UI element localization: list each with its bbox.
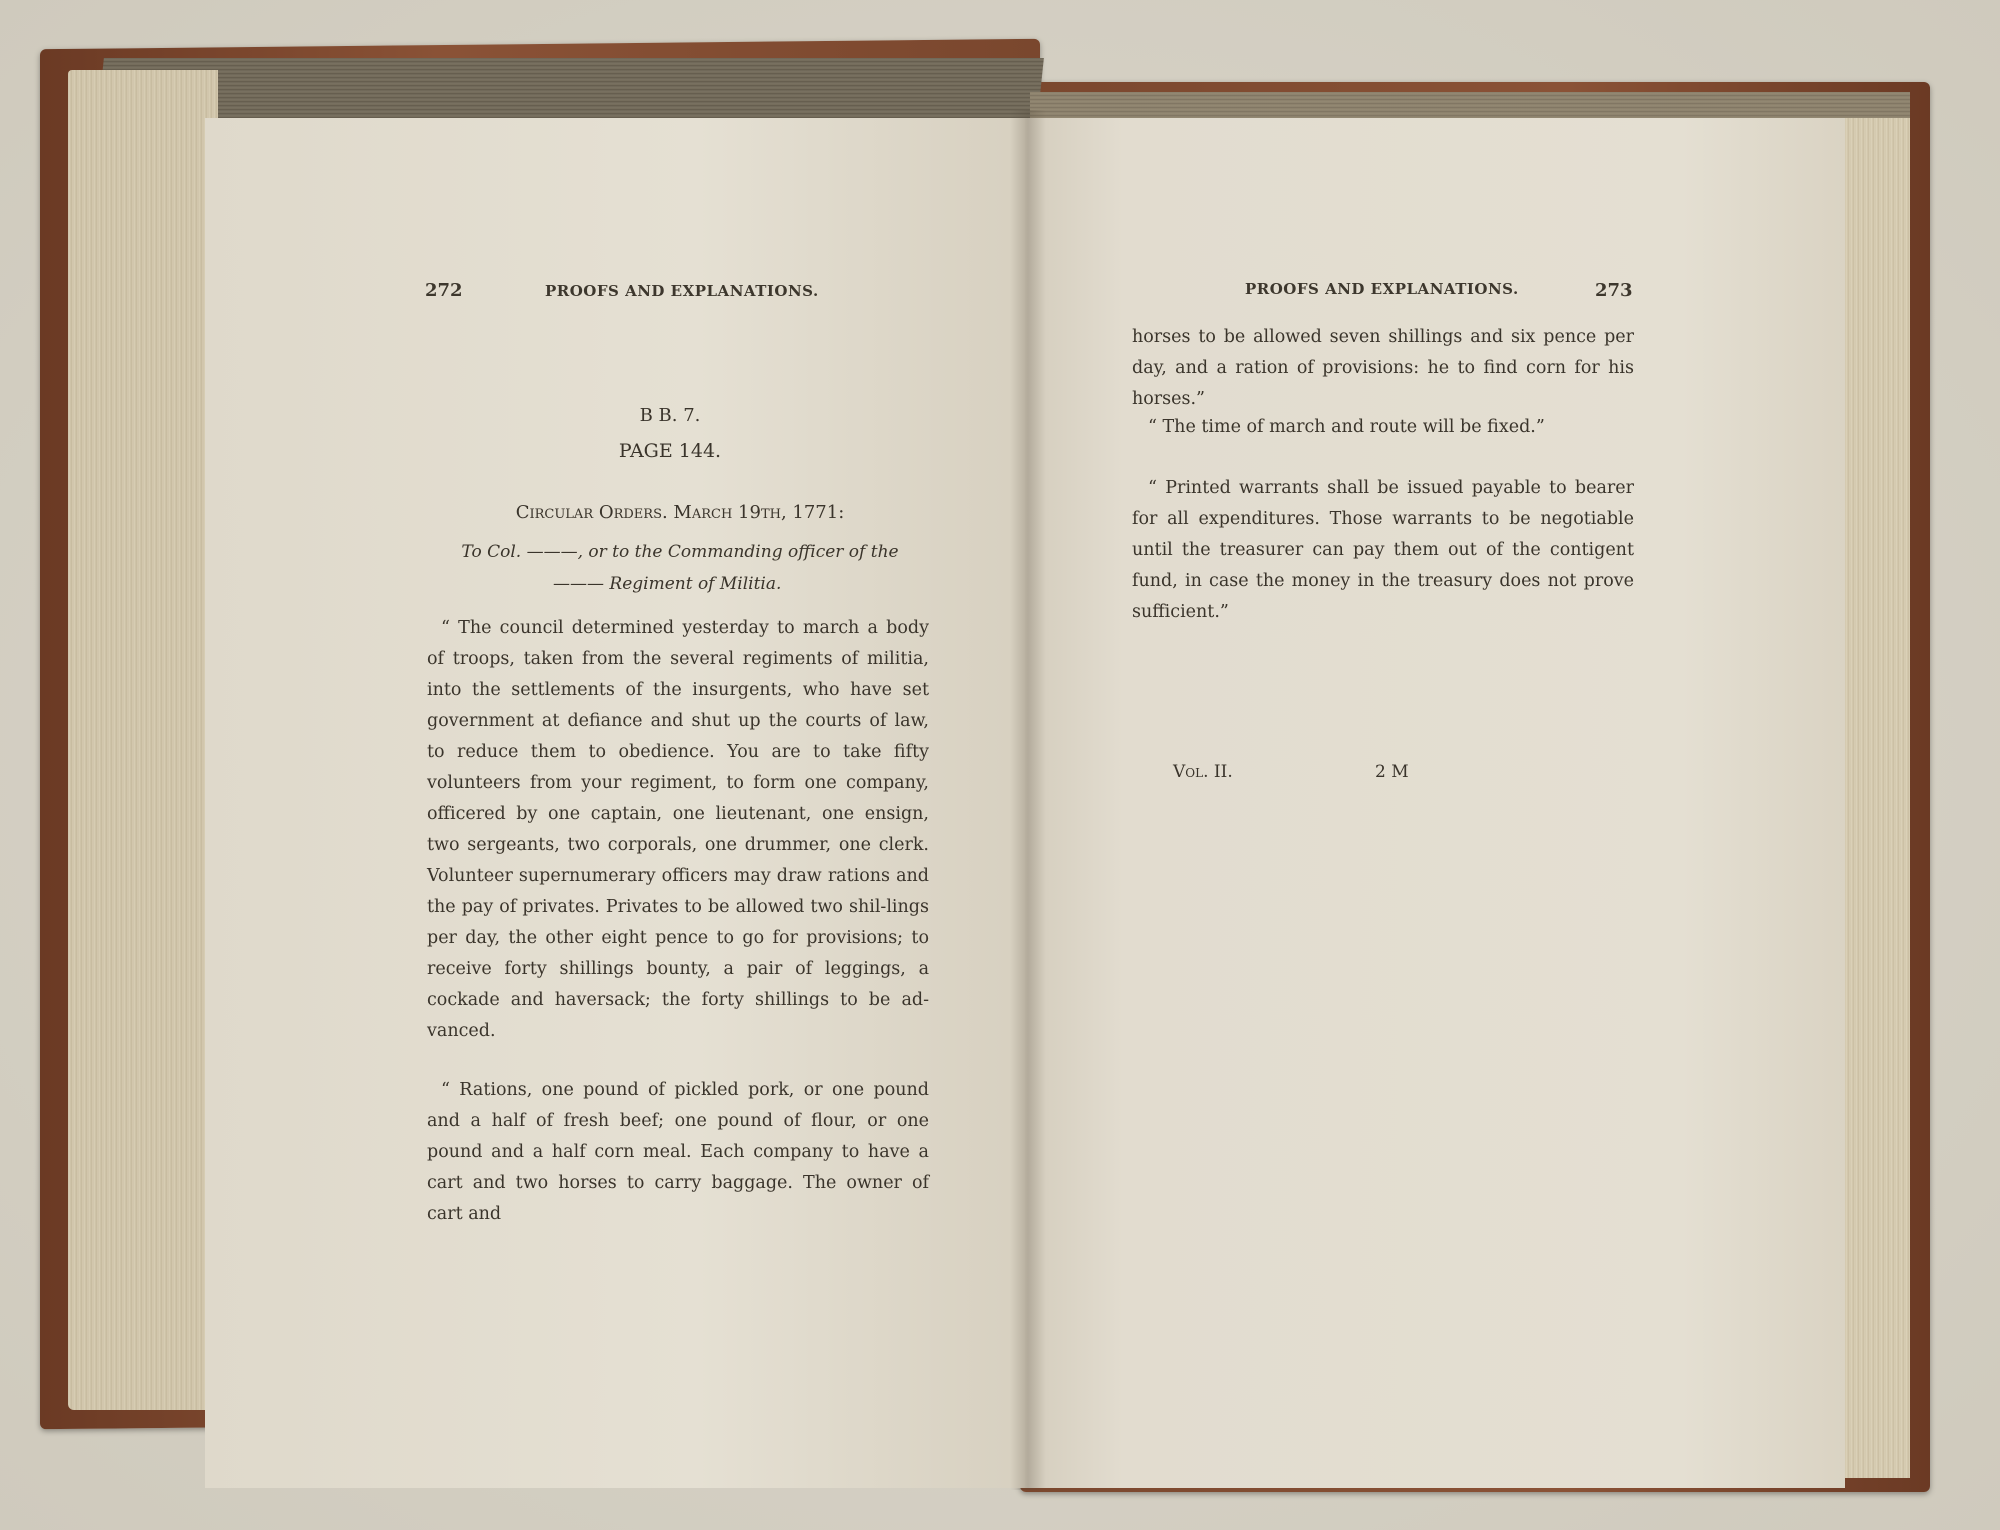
right-paragraph-1: horses to be allowed seven shillings and six pence per day, and a ration of provisions: he to find corn for his horses.” [1132,327,1634,409]
address-line-2: ——— Regiment of Militia. [553,574,782,594]
orders-title: Circular Orders. March 19th, 1771: [515,502,845,523]
left-paragraph-2: “ Rations, one pound of pickled pork, or one pound and a half of fresh beef; one pound of flour, or one pound and a half corn meal. Each company to have a cart and two horses to carry baggage. The owner of cart and [427,1080,929,1224]
book-gutter [1010,110,1046,1490]
left-paragraph-1: “ The council determined yesterday to march a body of troops, taken from the several regiments of militia, into the settlements of the insurgents, who have set government at defiance and shut up the courts of law, to reduce them to obedience. You are to take fifty volunteers from your regiment, to form one company, officered by one captain, one lieutenant, one ensign, two sergeants, two corporals, one drummer, one clerk. Volunteer supernumerary officers may draw rations and the pay of privates. Privates to be allowed two shil-lings per day, the other eight pence to go for provisions; to receive forty shillings bounty, a pair of leggings, a cockade and haversack; the forty shillings to be ad-vanced. [427,618,929,1041]
left-page-number: 272 [425,280,463,301]
page-block-left-edge [68,70,218,1410]
left-running-head: PROOFS AND EXPLANATIONS. [545,282,819,300]
right-paragraph-2: “ The time of march and route will be fixed.” [1148,417,1545,437]
address-line-1: To Col. ———, or to the Commanding officer of the [461,542,899,562]
signature-mark: 2 M [1375,762,1409,782]
right-page-number: 273 [1595,280,1633,301]
signature-volume: Vol. II. [1173,762,1233,782]
right-running-head: PROOFS AND EXPLANATIONS. [1245,280,1519,298]
reference-line-1: B B. 7. [639,405,701,426]
reference-line-2: PAGE 144. [618,440,722,462]
right-paragraph-3: “ Printed warrants shall be issued payable to bearer for all expenditures. Those warrants to be negotiable until the treasurer can pay them out of the contigent fund, in case the money in the treasury does not prove sufficient.” [1132,478,1634,622]
